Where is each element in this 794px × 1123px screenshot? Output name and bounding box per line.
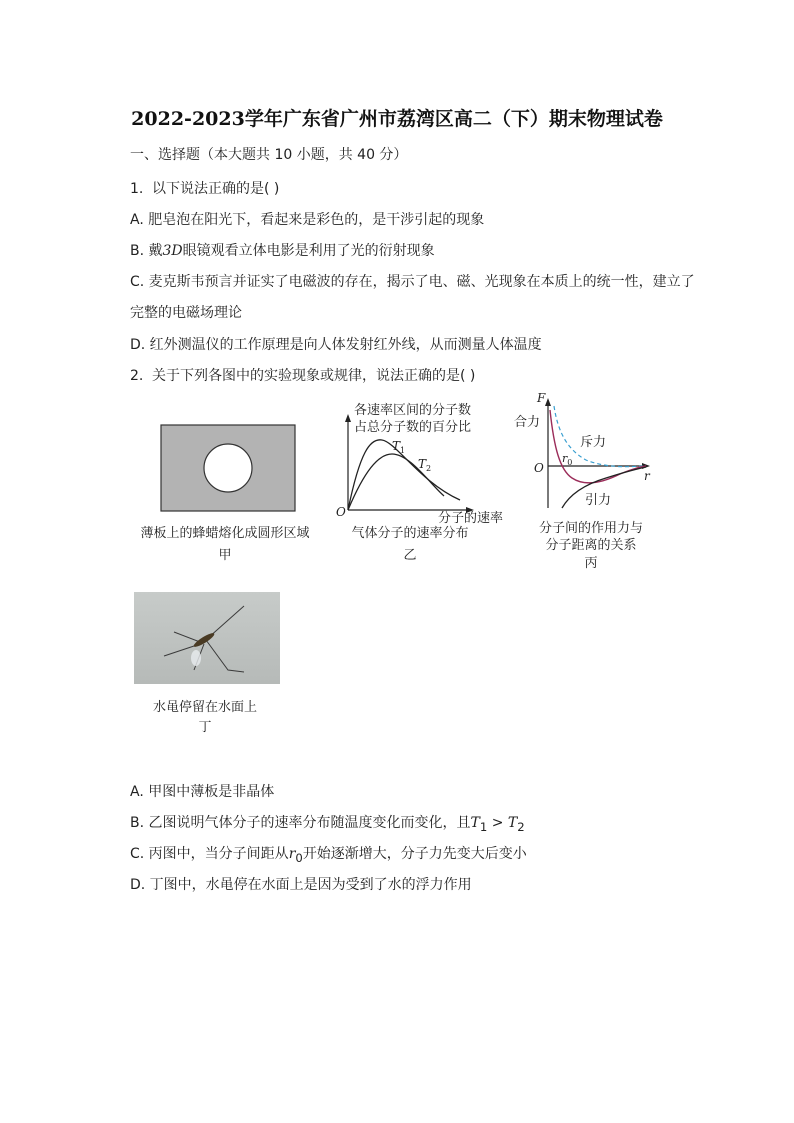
q2-option-d: D. 丁图中，水黾停在水面上是因为受到了水的浮力作用 <box>130 877 472 893</box>
water-reflection <box>191 650 201 666</box>
bing-repel-label: 斥力 <box>580 435 607 450</box>
q2-option-b-pre: B. 乙图说明气体分子的速率分布随温度变化而变化，且 <box>130 815 471 831</box>
figure-ding-label: 丁 <box>198 720 212 735</box>
figure-jia-plate <box>160 424 296 512</box>
figure-bing-force-distance <box>510 388 660 518</box>
yi-t2-label: $T_2$ <box>418 457 432 473</box>
q2-option-c <box>130 843 527 865</box>
yi-y-arrow <box>345 414 351 422</box>
melted-wax-circle <box>204 444 252 492</box>
figure-yi-speed-distribution <box>330 392 520 532</box>
figure-bing-label: 丙 <box>584 556 598 571</box>
q2-option-b-t2: T <box>507 815 518 831</box>
page-title: 2022-2023学年广东省广州市荔湾区高二（下）期末物理试卷 <box>131 108 663 130</box>
question-1-stem <box>130 178 279 198</box>
yi-t1-label: $T_1$ <box>392 439 406 455</box>
q2-option-b <box>130 812 525 834</box>
q1-option-b-pre: B. 戴 <box>130 243 163 259</box>
bing-r-axis-label: r <box>644 469 650 483</box>
yi-origin-label: O <box>336 505 346 519</box>
yi-ylabel-1: 各速率区间的分子数 <box>354 403 472 418</box>
q2-option-b-sub1: 1 <box>479 819 488 834</box>
q1-option-a: A. 肥皂泡在阳光下，看起来是彩色的，是干涉引起的现象 <box>130 212 485 228</box>
figure-jia-caption: 薄板上的蜂蜡熔化成圆形区域 <box>140 526 310 541</box>
figure-ding-caption: 水黾停留在水面上 <box>152 700 257 715</box>
q2-option-b-sub2: 2 <box>517 819 525 834</box>
figure-bing-caption-1: 分子间的作用力与 <box>538 521 643 536</box>
bing-f-axis-label: F <box>537 391 546 405</box>
q1-option-c-line2: 完整的电磁场理论 <box>130 305 242 321</box>
bing-r0-label: $r_0$ <box>562 452 573 467</box>
yi-ylabel-2: 占总分子数的百分比 <box>354 420 472 435</box>
yi-curve-t2 <box>348 454 444 510</box>
bing-origin-label: O <box>534 461 544 475</box>
bing-f-arrow <box>545 398 551 406</box>
bing-net-label: 合力 <box>514 415 541 430</box>
q1-option-b <box>130 240 435 260</box>
question-2-stem <box>130 365 475 385</box>
figure-jia-label: 甲 <box>218 548 232 563</box>
q2-option-c-var: r <box>288 846 296 862</box>
q2-option-c-pre: C. 丙图中，当分子间距从 <box>130 846 289 862</box>
q1-option-b-var: 3D <box>162 243 183 259</box>
q1-option-c-line1: C. 麦克斯韦预言并证实了电磁波的存在，揭示了电、磁、光现象在本质上的统一性，建立了 <box>130 274 695 290</box>
section-heading: 一、选择题（本大题共 10 小题，共 40 分） <box>130 147 408 163</box>
q1-option-b-post: 眼镜观看立体电影是利用了光的衍射现象 <box>182 243 435 259</box>
question-1-number: 1. <box>130 181 144 197</box>
question-2-text: 关于下列各图中的实验现象或规律，说法正确的是( ) <box>152 368 476 384</box>
bing-attract-label: 引力 <box>585 493 612 508</box>
question-1-text: 以下说法正确的是( ) <box>152 181 280 197</box>
q2-option-c-post: 开始逐渐增大，分子力先变大后变小 <box>302 846 527 862</box>
q2-option-b-gt: > <box>487 815 508 831</box>
q2-option-a: A. 甲图中薄板是非晶体 <box>130 784 275 800</box>
figure-yi-caption: 气体分子的速率分布 <box>351 526 469 541</box>
figure-bing-caption-2: 分子距离的关系 <box>545 538 637 553</box>
yi-xlabel: 分子的速率 <box>438 511 504 526</box>
q1-option-d: D. 红外测温仪的工作原理是向人体发射红外线，从而测量人体温度 <box>130 337 542 353</box>
figure-yi-label: 乙 <box>403 548 417 563</box>
q2-option-c-sub: 0 <box>295 850 303 865</box>
question-2-number: 2. <box>130 368 144 384</box>
figure-ding-water-strider-photo <box>134 592 280 684</box>
q2-option-b-t1: T <box>470 815 480 831</box>
